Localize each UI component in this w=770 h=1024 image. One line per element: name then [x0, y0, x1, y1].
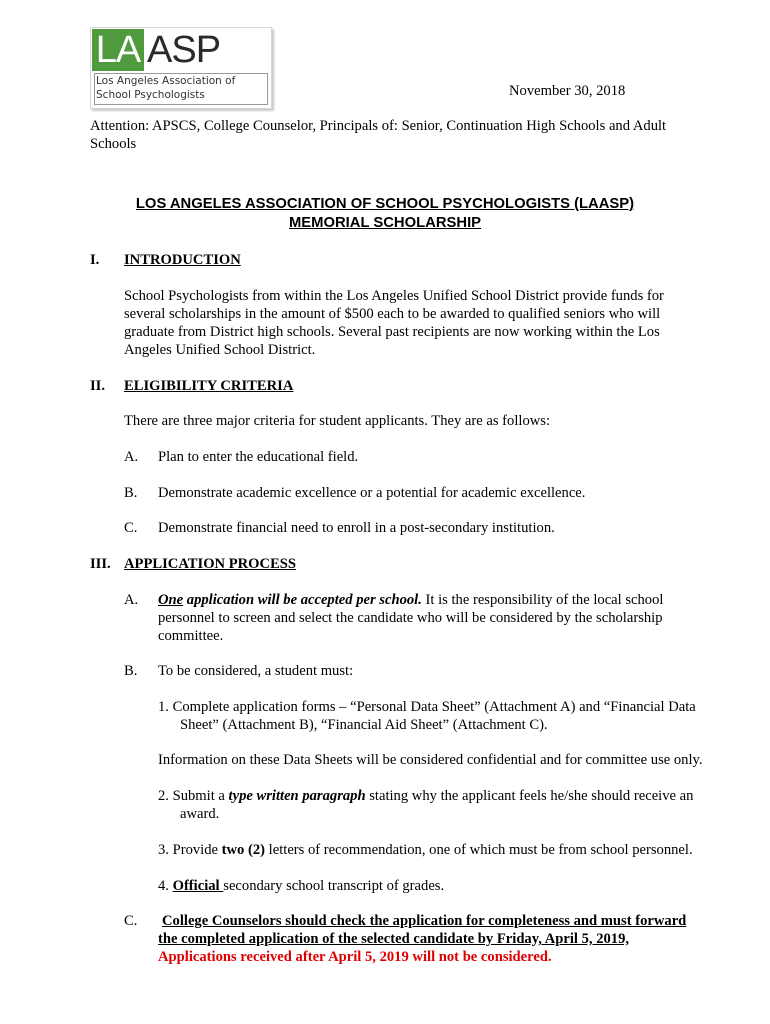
doc-title-line1: LOS ANGELES ASSOCIATION OF SCHOOL PSYCHOLOGISTS (LAASP) — [135, 196, 635, 212]
requirement-1-line2: Sheet” (Attachment B), “Financial Aid Sheet” (Attachment C). — [180, 717, 548, 733]
requirement-4-pre: 4. — [158, 878, 173, 894]
application-letter-a: A. — [124, 592, 139, 608]
requirement-4-post: secondary school transcript of grades. — [223, 878, 445, 894]
logo-mark-asp: ASP — [147, 29, 221, 71]
section-number-1: I. — [90, 252, 100, 268]
intro-line: graduate from District high schools. Several past recipients are now working within the Los — [124, 324, 660, 340]
application-letter-b: B. — [124, 663, 138, 679]
application-b-lead: To be considered, a student must: — [158, 663, 354, 679]
requirement-2-line2: award. — [180, 806, 220, 822]
requirement-4 — [158, 877, 444, 895]
requirement-2-emphasis: type written paragraph — [228, 788, 366, 804]
requirement-3-pre: 3. Provide — [158, 842, 222, 858]
logo-mark-la: LA — [95, 29, 141, 71]
logo-subtitle-line2: School Psychologists — [96, 89, 205, 101]
criteria-text: Demonstrate financial need to enroll in a post-secondary institution. — [158, 520, 555, 536]
eligibility-lead: There are three major criteria for student applicants. They are as follows: — [124, 413, 551, 429]
requirement-2-pre: 2. Submit a — [158, 788, 229, 804]
letter-date: November 30, 2018 — [509, 83, 626, 99]
criteria-text: Demonstrate academic excellence or a potential for academic excellence. — [158, 485, 586, 501]
emphasis-one: One — [158, 592, 184, 608]
criteria-letter: A. — [124, 449, 139, 465]
requirement-3-post: letters of recommendation, one of which must be from school personnel. — [265, 842, 693, 858]
intro-line: School Psychologists from within the Los Angeles Unified School District provide funds for — [124, 288, 664, 304]
logo-subtitle-line1: Los Angeles Association of — [96, 75, 236, 87]
application-letter-c: C. — [124, 913, 138, 929]
application-a-line2: personnel to screen and select the candidate who will be considered by the scholarship — [158, 610, 663, 626]
attention-line2: Schools — [90, 136, 137, 152]
requirement-2-post: stating why the applicant feels he/she should receive an — [365, 788, 694, 804]
requirement-3-bold: two (2) — [221, 842, 266, 858]
confidential-note: Information on these Data Sheets will be considered confidential and for committee use only. — [158, 752, 703, 768]
requirement-1-line1: 1. Complete application forms – “Personal Data Sheet” (Attachment A) and “Financial Data — [158, 699, 696, 715]
requirement-4-bold: Official — [172, 878, 224, 894]
application-a-rest: It is the responsibility of the local school — [421, 592, 664, 608]
application-a-line3: committee. — [158, 628, 224, 644]
section-heading-eligibility: ELIGIBILITY CRITERIA — [124, 378, 294, 394]
criteria-text: Plan to enter the educational field. — [158, 449, 359, 465]
section-number-3: III. — [90, 556, 111, 572]
intro-line: several scholarships in the amount of $500 each to be awarded to qualified seniors who will — [124, 306, 661, 322]
counselor-instruction-line2: the completed application of the selected candidate by Friday, April 5, 2019, — [158, 931, 630, 947]
laasp-logo — [90, 27, 273, 111]
requirement-2-line1 — [158, 787, 693, 805]
criteria-letter: C. — [124, 520, 138, 536]
requirement-3 — [158, 841, 693, 859]
section-heading-application: APPLICATION PROCESS — [124, 556, 297, 572]
intro-line: Angeles Unified School District. — [124, 342, 316, 358]
section-number-2: II. — [90, 378, 106, 394]
doc-title-line2: MEMORIAL SCHOLARSHIP — [288, 215, 482, 231]
attention-line1: Attention: APSCS, College Counselor, Principals of: Senior, Continuation High Schools and Adult — [90, 118, 667, 134]
counselor-instruction-line1: College Counselors should check the application for completeness and must forward — [162, 913, 687, 929]
section-heading-introduction: INTRODUCTION — [124, 252, 241, 268]
emphasis-accepted: application will be accepted per school. — [183, 592, 422, 608]
application-a-line1 — [158, 591, 663, 609]
deadline-warning: Applications received after April 5, 2019 will not be considered. — [158, 949, 552, 965]
criteria-letter: B. — [124, 485, 138, 501]
